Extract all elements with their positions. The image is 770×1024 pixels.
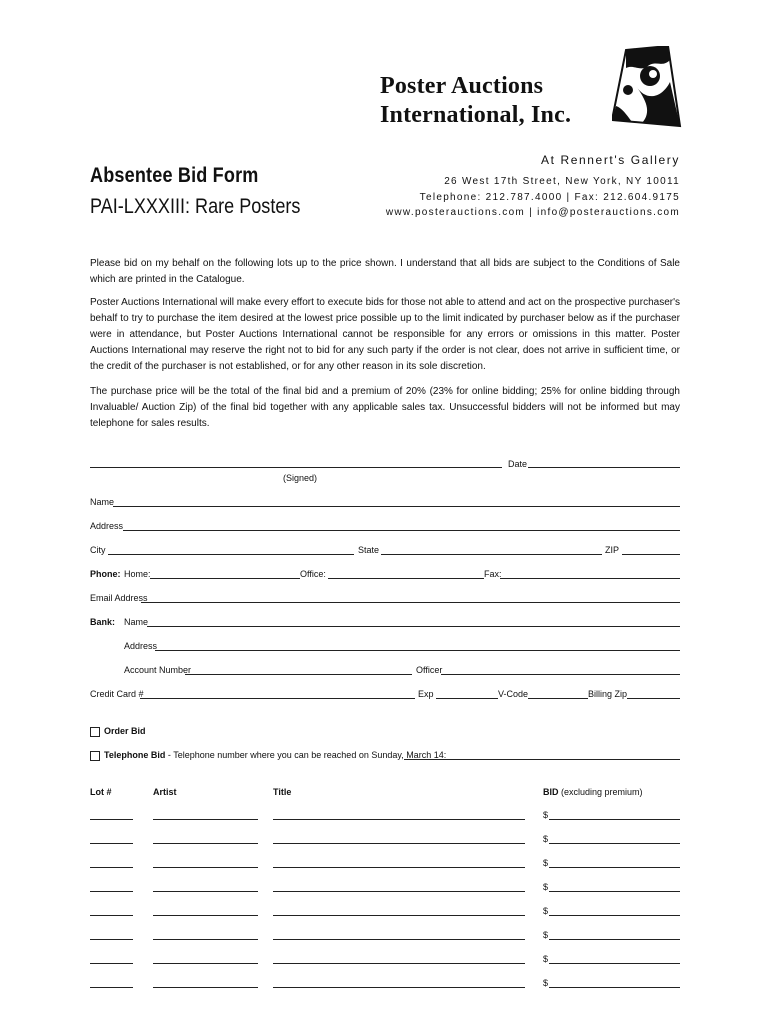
currency-symbol: $ xyxy=(543,810,549,820)
bid-field[interactable] xyxy=(549,963,680,964)
artist-field[interactable] xyxy=(153,891,258,892)
lot-field[interactable] xyxy=(90,939,133,940)
artist-field[interactable] xyxy=(153,843,258,844)
gallery-name: At Rennert's Gallery xyxy=(541,153,680,167)
intro-paragraph: Please bid on my behalf on the following lots up to the price shown. I understand that all bids are subject to the Conditions of Sale which are printed in the Catalogue. xyxy=(90,258,680,285)
vcode-label: V-Code xyxy=(498,689,529,699)
account-number-field[interactable] xyxy=(185,674,412,675)
bid-field[interactable] xyxy=(549,843,680,844)
title-field[interactable] xyxy=(273,843,525,844)
currency-symbol: $ xyxy=(543,858,549,868)
fax-label: Fax: xyxy=(484,569,502,579)
bid-field[interactable] xyxy=(549,891,680,892)
vcode-field[interactable] xyxy=(528,698,588,699)
date-field[interactable] xyxy=(528,467,680,468)
city-field[interactable] xyxy=(108,554,354,555)
title-field[interactable] xyxy=(273,819,525,820)
exp-label: Exp xyxy=(418,689,434,699)
title-field[interactable] xyxy=(273,891,525,892)
city-label: City xyxy=(90,545,106,555)
title-field[interactable] xyxy=(273,963,525,964)
bank-address-label: Address xyxy=(124,641,158,651)
phone-label: Phone: xyxy=(90,569,121,579)
bank-label: Bank: xyxy=(90,617,116,627)
artist-field[interactable] xyxy=(153,819,258,820)
email-label: Email Address xyxy=(90,593,148,603)
bank-address-field[interactable] xyxy=(155,650,680,651)
lot-field[interactable] xyxy=(90,987,133,988)
company-name-line1: Poster Auctions xyxy=(380,73,544,99)
web-email: www.posterauctions.com | info@posterauctions.com xyxy=(385,207,680,218)
currency-symbol: $ xyxy=(543,954,549,964)
phone-fax: Telephone: 212.787.4000 | Fax: 212.604.9175 xyxy=(419,191,680,203)
billing-zip-label: Billing Zip xyxy=(588,689,628,699)
office-phone-label: Office: xyxy=(300,569,326,579)
credit-card-field[interactable] xyxy=(140,698,415,699)
fax-field[interactable] xyxy=(500,578,680,579)
artist-field[interactable] xyxy=(153,867,258,868)
currency-symbol: $ xyxy=(543,978,549,988)
order-bid-checkbox[interactable] xyxy=(90,727,100,737)
form-title: Absentee Bid Form xyxy=(90,164,259,187)
name-label: Name xyxy=(90,497,115,507)
title-field[interactable] xyxy=(273,939,525,940)
zip-label: ZIP xyxy=(605,545,620,555)
lot-field[interactable] xyxy=(90,963,133,964)
bank-name-label: Name xyxy=(124,617,149,627)
bid-field[interactable] xyxy=(549,819,680,820)
title-field[interactable] xyxy=(273,915,525,916)
company-logo xyxy=(612,46,682,128)
currency-symbol: $ xyxy=(543,906,549,916)
lot-field[interactable] xyxy=(90,819,133,820)
premium-paragraph: The purchase price will be the total of the final bid and a premium of 20% (23% for online bidding; 25% for online bidding through Invaluable/ Auction Zip) of the final bid together with any applicable sales tax. Unsuccessful bidders will not be informed but may telephone for sales results. xyxy=(90,386,680,429)
account-number-label: Account Number xyxy=(124,665,192,675)
name-field[interactable] xyxy=(113,506,680,507)
billing-zip-field[interactable] xyxy=(627,698,680,699)
email-field[interactable] xyxy=(141,602,680,603)
title-header: Title xyxy=(273,787,292,797)
date-label: Date xyxy=(508,459,528,469)
bid-header xyxy=(543,787,643,797)
officer-label: Officer xyxy=(416,665,443,675)
bank-name-field[interactable] xyxy=(147,626,680,627)
policy-paragraph: Poster Auctions International will make every effort to execute bids for those not able to attend and act on the prospective purchaser's behalf to try to purchase the item desired at the lowest price possible up to the limit indicated by purchaser below as if the purchaser were in attendance, but Poster Auctions International cannot be responsible for any errors or omissions in this matter. Poster Auctions International may reserve the right not to bid for any such party if the order is not clear, does not arrive in sufficient time, or the credit of the purchaser is not established, or for any other reason in its sole discretion. xyxy=(90,297,680,372)
artist-field[interactable] xyxy=(153,987,258,988)
address-field[interactable] xyxy=(123,530,680,531)
order-bid-label: Order Bid xyxy=(104,726,146,736)
lot-header: Lot # xyxy=(90,787,112,797)
artist-field[interactable] xyxy=(153,963,258,964)
state-label: State xyxy=(358,545,380,555)
telephone-bid-checkbox[interactable] xyxy=(90,751,100,761)
officer-field[interactable] xyxy=(441,674,680,675)
street-address: 26 West 17th Street, New York, NY 10011 xyxy=(444,176,680,187)
currency-symbol: $ xyxy=(543,930,549,940)
contact-block xyxy=(386,174,680,221)
home-phone-field[interactable] xyxy=(150,578,300,579)
bid-header-label: BID xyxy=(543,787,559,797)
address-label: Address xyxy=(90,521,124,531)
lot-field[interactable] xyxy=(90,915,133,916)
signature-line[interactable] xyxy=(90,467,502,468)
artist-header: Artist xyxy=(153,787,177,797)
lot-field[interactable] xyxy=(90,891,133,892)
bid-field[interactable] xyxy=(549,915,680,916)
telephone-bid-note: - Telephone number where you can be reached on Sunday, March 14: xyxy=(167,750,447,760)
bid-header-note: (excluding premium) xyxy=(561,787,643,797)
telephone-bid-text xyxy=(104,750,446,760)
currency-symbol: $ xyxy=(543,882,549,892)
lot-field[interactable] xyxy=(90,867,133,868)
title-field[interactable] xyxy=(273,867,525,868)
artist-field[interactable] xyxy=(153,939,258,940)
bid-field[interactable] xyxy=(549,987,680,988)
bid-field[interactable] xyxy=(549,867,680,868)
zip-field[interactable] xyxy=(622,554,680,555)
title-field[interactable] xyxy=(273,987,525,988)
exp-field[interactable] xyxy=(436,698,498,699)
currency-symbol: $ xyxy=(543,834,549,844)
state-field[interactable] xyxy=(381,554,602,555)
office-phone-field[interactable] xyxy=(328,578,484,579)
company-name xyxy=(380,72,571,130)
signed-label: (Signed) xyxy=(283,473,318,483)
credit-card-label: Credit Card # xyxy=(90,689,144,699)
telephone-number-field[interactable] xyxy=(404,759,680,760)
lot-field[interactable] xyxy=(90,843,133,844)
bid-field[interactable] xyxy=(549,939,680,940)
home-phone-label: Home: xyxy=(124,569,151,579)
telephone-bid-label: Telephone Bid xyxy=(104,750,166,760)
artist-field[interactable] xyxy=(153,915,258,916)
form-subtitle: PAI-LXXXIII: Rare Posters xyxy=(90,195,301,218)
company-name-line2: International, Inc. xyxy=(380,102,572,128)
